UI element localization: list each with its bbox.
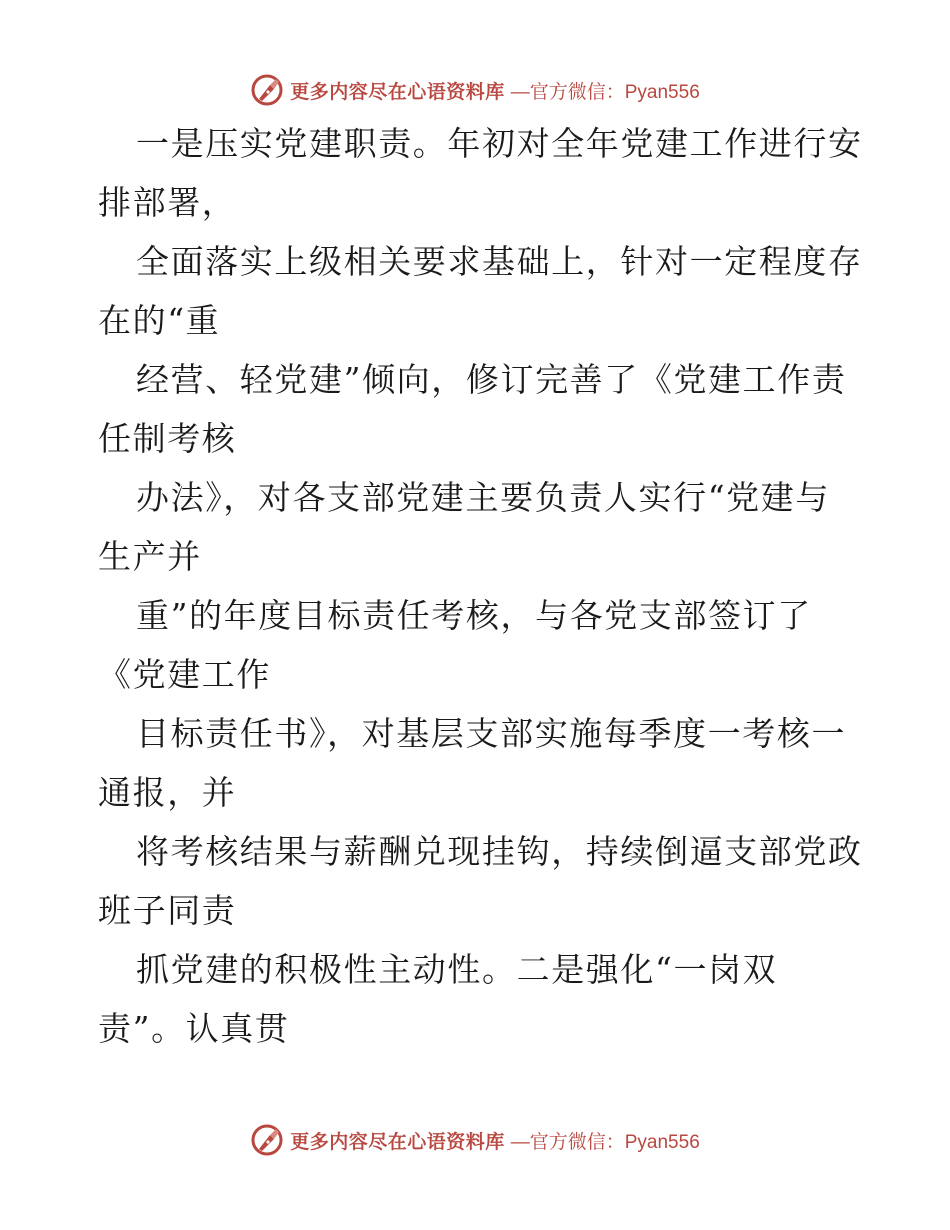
document-body — [98, 114, 863, 1058]
pen-nib-logo-icon — [250, 1123, 284, 1157]
pen-nib-logo-icon — [250, 73, 284, 107]
banner-brand-text: 更多内容尽在心语资料库 — [290, 80, 505, 103]
paragraph-line: 目标责任书》，对基层支部实施每季度一考核一 — [136, 714, 847, 753]
paragraph-line: 责”。认真贯 — [98, 1009, 290, 1048]
paragraph-line: 重”的年度目标责任考核，与各党支部签订了 — [136, 596, 812, 635]
paragraph-line: 将考核结果与薪酬兑现挂钩，持续倒逼支部党政 — [136, 832, 863, 871]
paragraph-line: 排部署， — [98, 183, 237, 222]
banner-brand-text: 更多内容尽在心语资料库 — [290, 1130, 505, 1153]
banner-contact-text: —官方微信：Pyan556 — [510, 81, 700, 103]
paragraph-line: 全面落实上级相关要求基础上，针对一定程度存 — [136, 242, 863, 281]
paragraph-line: 抓党建的积极性主动性。二是强化“一岗双 — [136, 950, 778, 989]
paragraph-line: 《党建工作 — [98, 655, 271, 694]
paragraph-line: 在的“重 — [98, 301, 221, 340]
paragraph-line: 通报，并 — [98, 773, 237, 812]
header-banner — [0, 70, 950, 110]
paragraph-line: 班子同责 — [98, 891, 237, 930]
banner-contact-text: —官方微信：Pyan556 — [510, 1131, 700, 1153]
paragraph-line: 办法》，对各支部党建主要负责人实行“党建与 — [136, 478, 830, 517]
footer-banner — [0, 1120, 950, 1160]
paragraph-line: 经营、轻党建”倾向，修订完善了《党建工作责 — [136, 360, 847, 399]
paragraph-line: 一是压实党建职责。年初对全年党建工作进行安 — [136, 124, 863, 163]
paragraph-line: 生产并 — [98, 537, 202, 576]
paragraph-line: 任制考核 — [98, 419, 237, 458]
